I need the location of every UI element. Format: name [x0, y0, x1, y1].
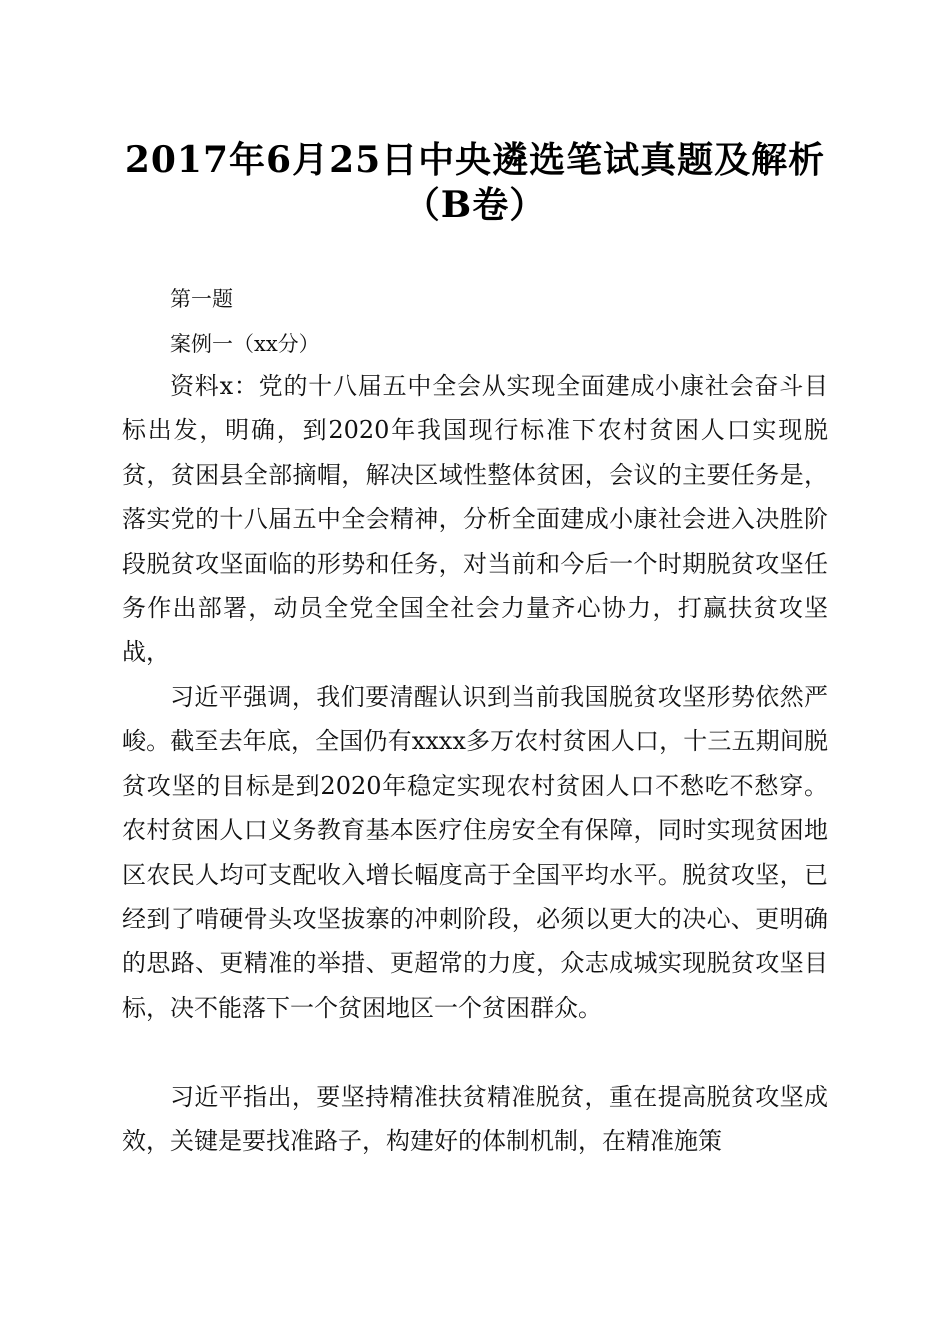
case-heading: 案例一（xx分）	[170, 332, 320, 356]
document-title: 2017年6月25日中央遴选笔试真题及解析	[124, 139, 826, 181]
document-subtitle: （B卷）	[403, 184, 547, 226]
paragraph: 资料x：党的十八届五中全会从实现全面建成小康社会奋斗目标出发，明确，到2020年我国现行标准下农村贫困人口实现脱贫，贫困县全部摘帽，解决区域性整体贫困，会议的主要任务是，落实党的十八届五中全会精神，分析全面建成小康社会进入决胜阶段脱贫攻坚面临的形势和任务，对当前和今后一个时期脱贫攻坚任务作出部署，动员全党全国全社会力量齐心协力，打赢扶贫攻坚战，	[122, 372, 828, 667]
paragraph: 习近平强调，我们要清醒认识到当前我国脱贫攻坚形势依然严峻。截至去年底，全国仍有xxxx多万农村贫困人口，十三五期间脱贫攻坚的目标是到2020年稳定实现农村贫困人口不愁吃不愁穿。农村贫困人口义务教育基本医疗住房安全有保障，同时实现贫困地区农民人均可支配收入增长幅度高于全国平均水平。脱贫攻坚，已经到了啃硬骨头攻坚拔寨的冲刺阶段，必须以更大的决心、更明确的思路、更精准的举措、更超常的力度，众志成城实现脱贫攻坚目标，决不能落下一个贫困地区一个贫困群众。	[122, 683, 828, 1022]
section-heading: 第一题	[170, 287, 233, 311]
paragraph: 习近平指出，要坚持精准扶贫精准脱贫，重在提高脱贫攻坚成效，关键是要找准路子，构建好的体制机制，在精准施策	[122, 1083, 828, 1156]
